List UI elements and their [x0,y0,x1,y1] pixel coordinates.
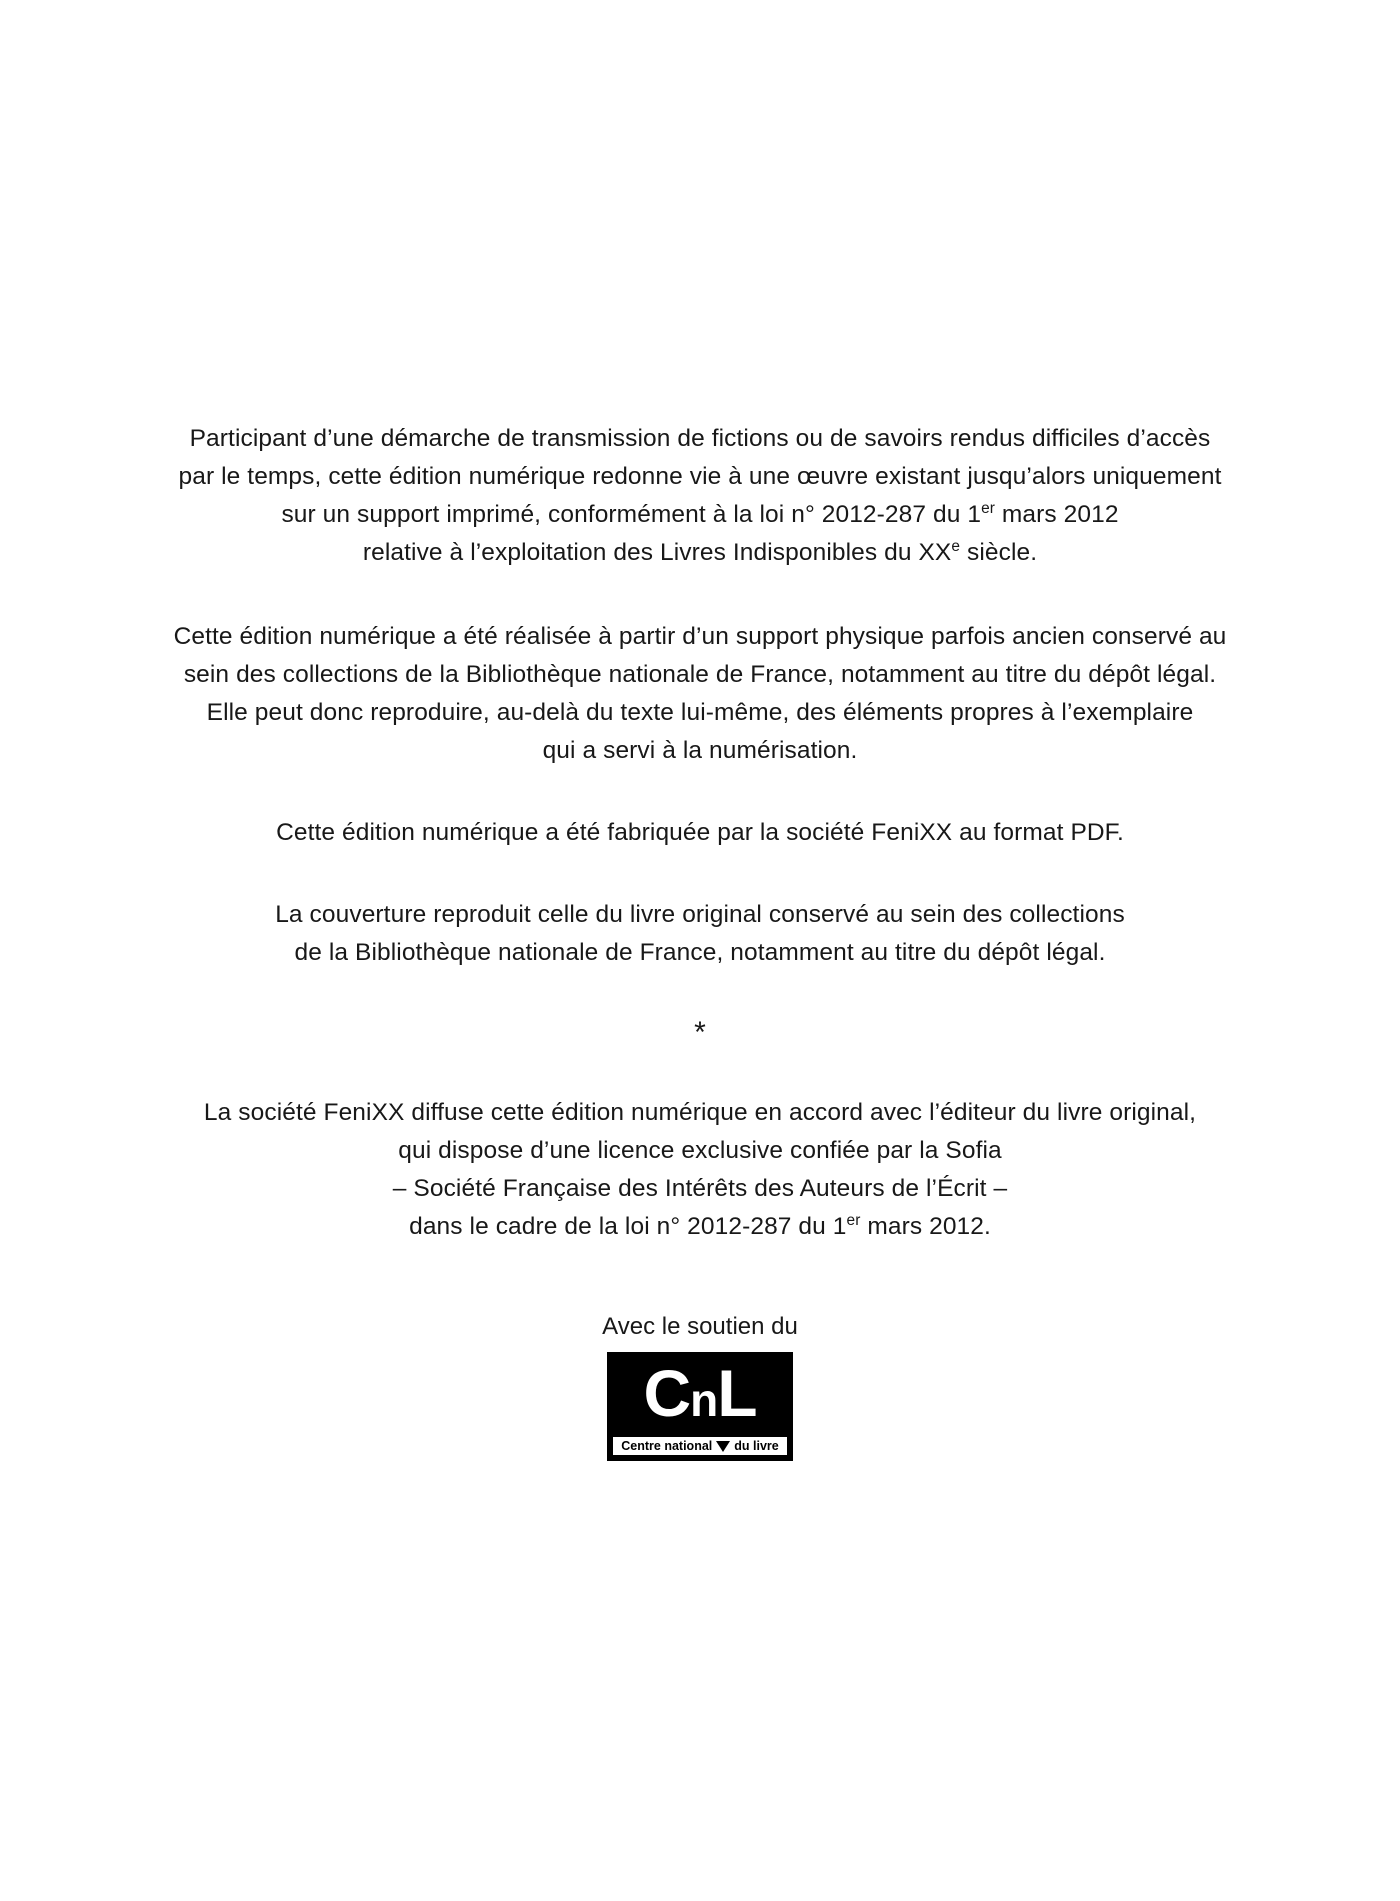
triangle-icon [716,1441,730,1452]
text-line: qui a servi à la numérisation. [542,737,858,764]
text-line: Cette édition numérique a été réalisée à partir d’un support physique parfois ancien conservé au [173,623,1227,650]
cnl-tagline [613,1437,787,1455]
paragraph-diffusion [135,1094,1265,1246]
text-line: Elle peut donc reproduire, au-delà du texte lui-même, des éléments propres à l’exemplaire [206,699,1194,726]
text-line: de la Bibliothèque nationale de France, notamment au titre du dépôt légal. [294,939,1106,966]
spacer [0,572,1400,618]
text-line: La société FeniXX diffuse cette édition numérique en accord avec l’éditeur du livre original, [203,1099,1197,1126]
support-logo-block [0,1312,1400,1461]
text-line: qui dispose d’une licence exclusive confiée par la Sofia [398,1137,1002,1164]
spacer [0,1050,1400,1094]
separator-asterisk: * [694,1016,706,1049]
text-line: relative à l’exploitation des Livres Indisponibles du XXe siècle. [362,537,1038,566]
cnl-letter-l: L [717,1356,757,1430]
cnl-tagline-left: Centre national [621,1439,713,1453]
text-line: Participant d’une démarche de transmission de fictions ou de savoirs rendus difficiles d’accès [189,425,1211,452]
text-line: Cette édition numérique a été fabriquée par la société FeniXX au format PDF. [276,819,1124,846]
cnl-logo [607,1352,793,1461]
paragraph-support-physique [135,618,1265,770]
text-line: – Société Française des Intérêts des Auteurs de l’Écrit – [392,1175,1008,1202]
spacer [0,972,1400,1016]
paragraph-couverture [135,896,1265,972]
cnl-acronym [613,1356,787,1431]
text-line: sur un support imprimé, conformément à la loi n° 2012-287 du 1er mars 2012 [281,499,1119,528]
cnl-tagline-right: du livre [734,1439,779,1453]
text-line: par le temps, cette édition numérique redonne vie à une œuvre existant jusqu’alors uniquement [178,463,1222,490]
paragraph-fabrication [135,814,1265,852]
cnl-letter-n: n [690,1374,718,1426]
cnl-letter-c: C [643,1356,691,1430]
legal-notice-content [0,420,1400,1461]
text-line: dans le cadre de la loi n° 2012-287 du 1er mars 2012. [409,1211,991,1240]
text-line: La couverture reproduit celle du livre original conservé au sein des collections [275,901,1125,928]
spacer [0,770,1400,814]
text-line: sein des collections de la Bibliothèque nationale de France, notamment au titre du dépôt légal. [183,661,1217,688]
spacer [0,852,1400,896]
logo-caption: Avec le soutien du [602,1313,798,1340]
paragraph-transmission [135,420,1265,572]
